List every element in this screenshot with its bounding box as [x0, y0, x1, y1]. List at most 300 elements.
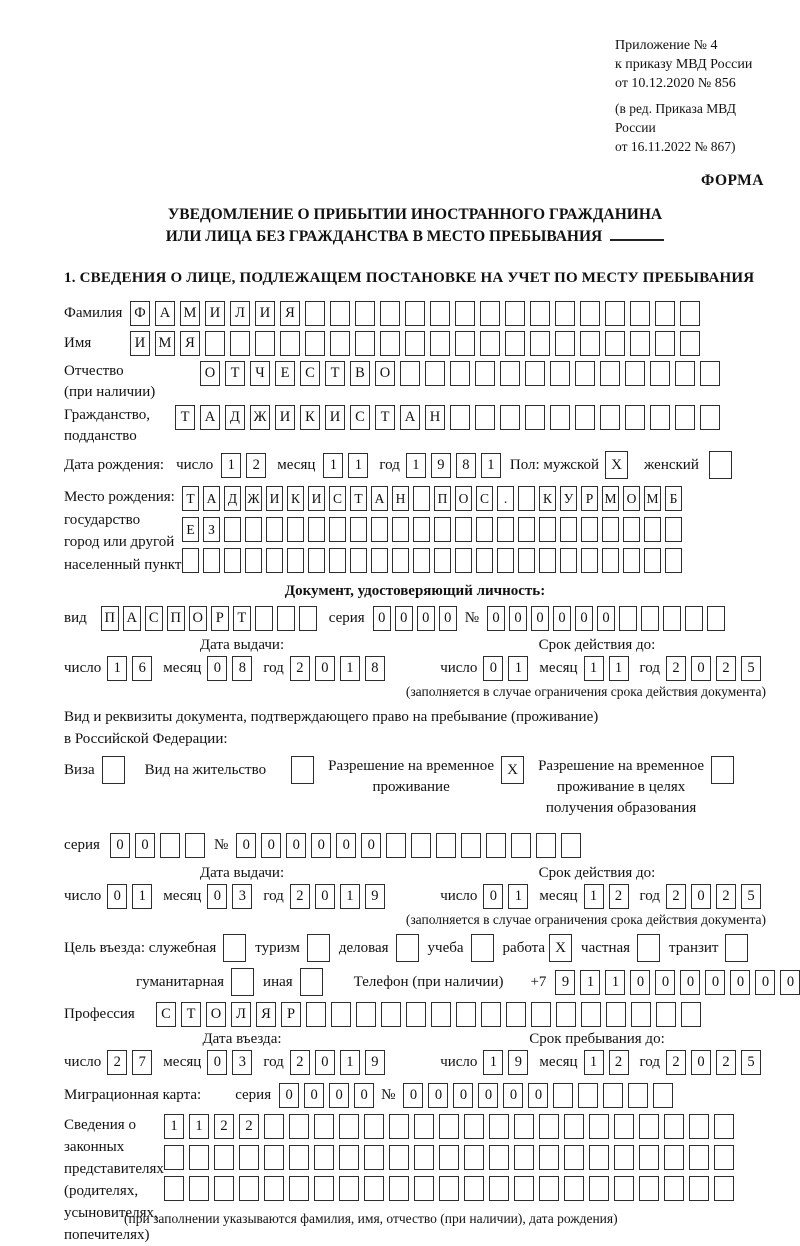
char-box[interactable] — [461, 833, 481, 858]
char-box[interactable]: 0 — [575, 606, 593, 631]
char-box[interactable]: . — [497, 486, 514, 511]
char-box[interactable] — [287, 517, 304, 542]
char-box[interactable]: 2 — [290, 656, 310, 681]
char-box[interactable] — [277, 606, 295, 631]
char-box[interactable] — [603, 1083, 623, 1108]
char-box[interactable] — [371, 517, 388, 542]
char-box[interactable]: 9 — [508, 1050, 528, 1075]
char-box[interactable]: А — [203, 486, 220, 511]
char-box[interactable] — [439, 1176, 459, 1201]
char-box[interactable] — [350, 517, 367, 542]
char-box[interactable]: В — [350, 361, 370, 386]
char-box[interactable] — [392, 548, 409, 573]
char-box[interactable] — [664, 1176, 684, 1201]
char-box[interactable] — [425, 361, 445, 386]
char-box[interactable]: Т — [233, 606, 251, 631]
char-box[interactable]: 1 — [580, 970, 600, 995]
char-box[interactable] — [539, 1145, 559, 1170]
char-box[interactable]: 2 — [246, 453, 266, 478]
char-box[interactable] — [305, 331, 325, 356]
char-box[interactable] — [405, 331, 425, 356]
char-box[interactable] — [299, 606, 317, 631]
char-box[interactable] — [575, 361, 595, 386]
char-box[interactable] — [675, 361, 695, 386]
char-box[interactable]: 2 — [290, 884, 310, 909]
char-box[interactable]: О — [623, 486, 640, 511]
char-box[interactable]: 0 — [691, 1050, 711, 1075]
char-box[interactable]: 1 — [508, 884, 528, 909]
char-box[interactable]: 0 — [553, 606, 571, 631]
char-box[interactable] — [639, 1176, 659, 1201]
char-box[interactable]: 0 — [531, 606, 549, 631]
char-box[interactable] — [665, 517, 682, 542]
char-box[interactable] — [386, 833, 406, 858]
char-box[interactable]: Я — [280, 301, 300, 326]
char-box[interactable] — [539, 1114, 559, 1139]
residence-permit-checkbox[interactable] — [291, 756, 314, 784]
char-box[interactable]: П — [167, 606, 185, 631]
char-box[interactable] — [455, 301, 475, 326]
char-box[interactable]: 9 — [365, 884, 385, 909]
char-box[interactable] — [580, 301, 600, 326]
char-box[interactable] — [287, 548, 304, 573]
char-box[interactable] — [680, 301, 700, 326]
char-box[interactable] — [450, 405, 470, 430]
char-box[interactable] — [664, 1114, 684, 1139]
char-box[interactable] — [389, 1176, 409, 1201]
char-box[interactable]: О — [200, 361, 220, 386]
char-box[interactable]: 2 — [716, 884, 736, 909]
char-box[interactable]: Д — [224, 486, 241, 511]
char-box[interactable]: 0 — [304, 1083, 324, 1108]
char-box[interactable]: 0 — [286, 833, 306, 858]
char-box[interactable] — [464, 1114, 484, 1139]
char-box[interactable] — [355, 301, 375, 326]
char-box[interactable] — [553, 1083, 573, 1108]
char-box[interactable] — [550, 405, 570, 430]
char-box[interactable] — [555, 331, 575, 356]
char-box[interactable] — [224, 517, 241, 542]
char-box[interactable] — [439, 1145, 459, 1170]
char-box[interactable]: 0 — [315, 656, 335, 681]
char-box[interactable]: 0 — [315, 884, 335, 909]
char-box[interactable]: 0 — [207, 656, 227, 681]
char-box[interactable] — [707, 606, 725, 631]
char-box[interactable]: 2 — [716, 1050, 736, 1075]
char-box[interactable] — [413, 486, 430, 511]
char-box[interactable] — [414, 1114, 434, 1139]
char-box[interactable] — [714, 1145, 734, 1170]
char-box[interactable] — [641, 606, 659, 631]
char-box[interactable] — [602, 517, 619, 542]
char-box[interactable] — [505, 331, 525, 356]
char-box[interactable]: М — [180, 301, 200, 326]
char-box[interactable]: Т — [375, 405, 395, 430]
char-box[interactable]: 0 — [755, 970, 775, 995]
char-box[interactable] — [539, 517, 556, 542]
char-box[interactable]: 3 — [232, 1050, 252, 1075]
char-box[interactable]: Б — [665, 486, 682, 511]
char-box[interactable]: К — [287, 486, 304, 511]
char-box[interactable] — [486, 833, 506, 858]
char-box[interactable]: 1 — [406, 453, 426, 478]
char-box[interactable] — [431, 1002, 451, 1027]
char-box[interactable]: 0 — [361, 833, 381, 858]
purpose-private-checkbox[interactable] — [637, 934, 660, 962]
char-box[interactable] — [364, 1176, 384, 1201]
char-box[interactable]: 0 — [395, 606, 413, 631]
char-box[interactable] — [164, 1176, 184, 1201]
char-box[interactable]: Я — [180, 331, 200, 356]
char-box[interactable] — [364, 1145, 384, 1170]
char-box[interactable]: Е — [182, 517, 199, 542]
char-box[interactable] — [600, 405, 620, 430]
char-box[interactable] — [305, 301, 325, 326]
char-box[interactable] — [531, 1002, 551, 1027]
char-box[interactable] — [185, 833, 205, 858]
char-box[interactable]: 2 — [666, 884, 686, 909]
char-box[interactable] — [497, 548, 514, 573]
char-box[interactable]: 0 — [261, 833, 281, 858]
char-box[interactable] — [650, 361, 670, 386]
char-box[interactable]: 2 — [239, 1114, 259, 1139]
char-box[interactable] — [380, 301, 400, 326]
char-box[interactable] — [497, 517, 514, 542]
char-box[interactable] — [413, 548, 430, 573]
char-box[interactable]: 0 — [439, 606, 457, 631]
char-box[interactable] — [578, 1083, 598, 1108]
char-box[interactable] — [314, 1114, 334, 1139]
char-box[interactable]: И — [275, 405, 295, 430]
char-box[interactable] — [506, 1002, 526, 1027]
char-box[interactable]: 8 — [456, 453, 476, 478]
char-box[interactable]: 1 — [483, 1050, 503, 1075]
char-box[interactable] — [245, 548, 262, 573]
char-box[interactable] — [714, 1114, 734, 1139]
char-box[interactable]: 2 — [107, 1050, 127, 1075]
char-box[interactable]: Л — [230, 301, 250, 326]
char-box[interactable]: 1 — [164, 1114, 184, 1139]
char-box[interactable] — [518, 486, 535, 511]
char-box[interactable] — [606, 1002, 626, 1027]
char-box[interactable] — [411, 833, 431, 858]
char-box[interactable]: 1 — [584, 1050, 604, 1075]
char-box[interactable]: Н — [425, 405, 445, 430]
char-box[interactable]: Р — [281, 1002, 301, 1027]
char-box[interactable] — [681, 1002, 701, 1027]
char-box[interactable]: 0 — [730, 970, 750, 995]
char-box[interactable] — [514, 1176, 534, 1201]
char-box[interactable] — [489, 1176, 509, 1201]
char-box[interactable]: 2 — [666, 1050, 686, 1075]
char-box[interactable] — [605, 301, 625, 326]
char-box[interactable] — [680, 331, 700, 356]
char-box[interactable] — [518, 548, 535, 573]
char-box[interactable] — [614, 1114, 634, 1139]
char-box[interactable] — [436, 833, 456, 858]
char-box[interactable] — [406, 1002, 426, 1027]
char-box[interactable]: О — [189, 606, 207, 631]
char-box[interactable]: 1 — [107, 656, 127, 681]
char-box[interactable] — [329, 517, 346, 542]
char-box[interactable] — [160, 833, 180, 858]
char-box[interactable] — [525, 405, 545, 430]
char-box[interactable]: 0 — [478, 1083, 498, 1108]
char-box[interactable] — [630, 301, 650, 326]
char-box[interactable] — [189, 1176, 209, 1201]
char-box[interactable] — [380, 331, 400, 356]
char-box[interactable]: И — [255, 301, 275, 326]
char-box[interactable] — [456, 1002, 476, 1027]
char-box[interactable] — [476, 517, 493, 542]
char-box[interactable]: 2 — [609, 884, 629, 909]
char-box[interactable] — [430, 331, 450, 356]
char-box[interactable]: 1 — [340, 884, 360, 909]
char-box[interactable]: 0 — [597, 606, 615, 631]
char-box[interactable] — [500, 405, 520, 430]
char-box[interactable] — [381, 1002, 401, 1027]
char-box[interactable] — [550, 361, 570, 386]
char-box[interactable]: 1 — [189, 1114, 209, 1139]
char-box[interactable]: 1 — [132, 884, 152, 909]
char-box[interactable] — [205, 331, 225, 356]
char-box[interactable] — [589, 1145, 609, 1170]
char-box[interactable] — [602, 548, 619, 573]
char-box[interactable]: 1 — [609, 656, 629, 681]
char-box[interactable]: А — [400, 405, 420, 430]
char-box[interactable] — [355, 331, 375, 356]
char-box[interactable] — [413, 517, 430, 542]
purpose-humanitarian-checkbox[interactable] — [231, 968, 254, 996]
char-box[interactable]: 1 — [481, 453, 501, 478]
char-box[interactable]: П — [434, 486, 451, 511]
char-box[interactable]: А — [123, 606, 141, 631]
char-box[interactable] — [314, 1145, 334, 1170]
char-box[interactable]: Я — [256, 1002, 276, 1027]
char-box[interactable] — [514, 1145, 534, 1170]
char-box[interactable]: Т — [175, 405, 195, 430]
char-box[interactable] — [685, 606, 703, 631]
char-box[interactable] — [481, 1002, 501, 1027]
char-box[interactable]: А — [371, 486, 388, 511]
char-box[interactable]: Д — [225, 405, 245, 430]
char-box[interactable] — [663, 606, 681, 631]
char-box[interactable]: 0 — [279, 1083, 299, 1108]
char-box[interactable] — [556, 1002, 576, 1027]
char-box[interactable] — [314, 1176, 334, 1201]
char-box[interactable] — [536, 833, 556, 858]
char-box[interactable]: 0 — [509, 606, 527, 631]
char-box[interactable]: С — [476, 486, 493, 511]
char-box[interactable] — [560, 548, 577, 573]
purpose-business-checkbox[interactable] — [396, 934, 419, 962]
purpose-work-checkbox[interactable]: X — [549, 934, 572, 962]
char-box[interactable]: 9 — [555, 970, 575, 995]
char-box[interactable] — [164, 1145, 184, 1170]
char-box[interactable] — [675, 405, 695, 430]
char-box[interactable] — [664, 1145, 684, 1170]
char-box[interactable]: 0 — [691, 656, 711, 681]
char-box[interactable] — [489, 1145, 509, 1170]
char-box[interactable]: К — [539, 486, 556, 511]
char-box[interactable] — [266, 548, 283, 573]
sex-female-checkbox[interactable] — [709, 451, 732, 479]
char-box[interactable]: И — [205, 301, 225, 326]
char-box[interactable] — [689, 1145, 709, 1170]
char-box[interactable] — [539, 548, 556, 573]
char-box[interactable]: Ж — [245, 486, 262, 511]
purpose-other-checkbox[interactable] — [300, 968, 323, 996]
visa-checkbox[interactable] — [102, 756, 125, 784]
char-box[interactable] — [189, 1145, 209, 1170]
char-box[interactable]: 1 — [508, 656, 528, 681]
char-box[interactable]: 0 — [705, 970, 725, 995]
char-box[interactable] — [329, 548, 346, 573]
char-box[interactable] — [255, 606, 273, 631]
char-box[interactable]: С — [350, 405, 370, 430]
char-box[interactable] — [330, 301, 350, 326]
char-box[interactable]: Е — [275, 361, 295, 386]
sex-male-checkbox[interactable]: X — [605, 451, 628, 479]
char-box[interactable] — [511, 833, 531, 858]
char-box[interactable] — [639, 1114, 659, 1139]
char-box[interactable] — [625, 405, 645, 430]
char-box[interactable] — [434, 517, 451, 542]
char-box[interactable]: 1 — [340, 656, 360, 681]
char-box[interactable]: 2 — [716, 656, 736, 681]
char-box[interactable] — [539, 1176, 559, 1201]
char-box[interactable] — [580, 331, 600, 356]
char-box[interactable]: И — [266, 486, 283, 511]
char-box[interactable]: 0 — [680, 970, 700, 995]
char-box[interactable] — [653, 1083, 673, 1108]
char-box[interactable]: 0 — [487, 606, 505, 631]
char-box[interactable]: 0 — [110, 833, 130, 858]
purpose-study-checkbox[interactable] — [471, 934, 494, 962]
temp-residence-checkbox[interactable]: X — [501, 756, 524, 784]
char-box[interactable]: 0 — [630, 970, 650, 995]
char-box[interactable]: 0 — [403, 1083, 423, 1108]
char-box[interactable]: 0 — [107, 884, 127, 909]
char-box[interactable] — [308, 548, 325, 573]
char-box[interactable]: 0 — [135, 833, 155, 858]
char-box[interactable] — [564, 1176, 584, 1201]
char-box[interactable]: Ж — [250, 405, 270, 430]
char-box[interactable]: 0 — [373, 606, 391, 631]
char-box[interactable] — [239, 1145, 259, 1170]
char-box[interactable]: П — [101, 606, 119, 631]
char-box[interactable] — [414, 1176, 434, 1201]
char-box[interactable] — [589, 1114, 609, 1139]
char-box[interactable] — [434, 548, 451, 573]
char-box[interactable] — [714, 1176, 734, 1201]
char-box[interactable]: Т — [182, 486, 199, 511]
char-box[interactable]: 0 — [315, 1050, 335, 1075]
char-box[interactable]: 0 — [336, 833, 356, 858]
char-box[interactable]: Ф — [130, 301, 150, 326]
char-box[interactable]: 0 — [453, 1083, 473, 1108]
char-box[interactable]: С — [145, 606, 163, 631]
char-box[interactable] — [581, 548, 598, 573]
char-box[interactable]: И — [130, 331, 150, 356]
char-box[interactable]: Р — [211, 606, 229, 631]
char-box[interactable]: 2 — [214, 1114, 234, 1139]
char-box[interactable] — [631, 1002, 651, 1027]
char-box[interactable] — [364, 1114, 384, 1139]
char-box[interactable] — [414, 1145, 434, 1170]
char-box[interactable]: М — [644, 486, 661, 511]
char-box[interactable] — [656, 1002, 676, 1027]
char-box[interactable] — [489, 1114, 509, 1139]
char-box[interactable] — [330, 331, 350, 356]
char-box[interactable] — [655, 331, 675, 356]
char-box[interactable] — [439, 1114, 459, 1139]
char-box[interactable] — [480, 301, 500, 326]
char-box[interactable]: И — [308, 486, 325, 511]
char-box[interactable]: Н — [392, 486, 409, 511]
char-box[interactable]: 5 — [741, 884, 761, 909]
char-box[interactable] — [389, 1145, 409, 1170]
char-box[interactable] — [619, 606, 637, 631]
char-box[interactable] — [655, 301, 675, 326]
char-box[interactable]: М — [155, 331, 175, 356]
char-box[interactable] — [475, 361, 495, 386]
char-box[interactable] — [639, 1145, 659, 1170]
char-box[interactable] — [575, 405, 595, 430]
char-box[interactable] — [644, 517, 661, 542]
char-box[interactable]: 1 — [221, 453, 241, 478]
char-box[interactable]: 1 — [348, 453, 368, 478]
char-box[interactable]: У — [560, 486, 577, 511]
char-box[interactable] — [339, 1145, 359, 1170]
char-box[interactable] — [214, 1176, 234, 1201]
char-box[interactable]: 9 — [431, 453, 451, 478]
char-box[interactable]: 0 — [311, 833, 331, 858]
char-box[interactable] — [625, 361, 645, 386]
char-box[interactable] — [514, 1114, 534, 1139]
char-box[interactable] — [264, 1176, 284, 1201]
char-box[interactable] — [564, 1145, 584, 1170]
char-box[interactable] — [689, 1176, 709, 1201]
char-box[interactable] — [430, 301, 450, 326]
char-box[interactable]: 0 — [528, 1083, 548, 1108]
char-box[interactable]: С — [300, 361, 320, 386]
char-box[interactable] — [356, 1002, 376, 1027]
char-box[interactable]: 2 — [290, 1050, 310, 1075]
char-box[interactable] — [689, 1114, 709, 1139]
char-box[interactable] — [650, 405, 670, 430]
char-box[interactable]: 0 — [655, 970, 675, 995]
char-box[interactable] — [266, 517, 283, 542]
char-box[interactable] — [581, 1002, 601, 1027]
char-box[interactable]: 0 — [354, 1083, 374, 1108]
char-box[interactable] — [455, 517, 472, 542]
char-box[interactable]: М — [602, 486, 619, 511]
char-box[interactable] — [560, 517, 577, 542]
char-box[interactable] — [400, 361, 420, 386]
char-box[interactable]: 1 — [584, 656, 604, 681]
char-box[interactable]: А — [200, 405, 220, 430]
char-box[interactable]: 5 — [741, 656, 761, 681]
char-box[interactable]: 0 — [780, 970, 800, 995]
char-box[interactable] — [350, 548, 367, 573]
char-box[interactable]: С — [156, 1002, 176, 1027]
char-box[interactable]: Т — [325, 361, 345, 386]
char-box[interactable]: С — [329, 486, 346, 511]
char-box[interactable] — [525, 361, 545, 386]
char-box[interactable] — [530, 331, 550, 356]
char-box[interactable] — [614, 1145, 634, 1170]
